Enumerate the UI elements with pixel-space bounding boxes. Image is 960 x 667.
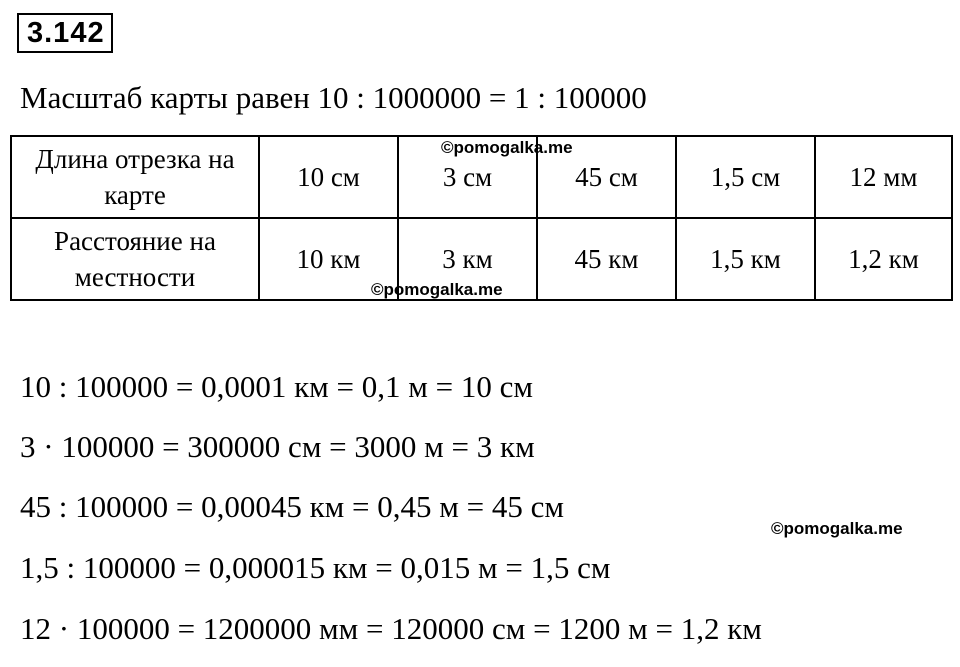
watermark: ©pomogalka.me [441, 138, 573, 157]
formula-line: 12 · 100000 = 1200000 мм = 120000 см = 1200 м = 1,2 км [20, 611, 762, 646]
row-label-ground-distance: Расстояние на местности [11, 218, 259, 300]
row-label-map-length: Длина отрезка на карте [11, 136, 259, 218]
table-cell: 45 см [537, 136, 676, 218]
formula-line: 45 : 100000 = 0,00045 км = 0,45 м = 45 см [20, 489, 564, 524]
watermark: ©pomogalka.me [771, 519, 903, 538]
formula-line: 10 : 100000 = 0,0001 км = 0,1 м = 10 см [20, 369, 533, 404]
table-cell: 1,5 см [676, 136, 815, 218]
problem-number: 3.142 [17, 13, 113, 53]
formula-line: 3 · 100000 = 300000 см = 3000 м = 3 км [20, 429, 535, 464]
table-cell: 1,2 км [815, 218, 952, 300]
table-cell: 3 км [398, 218, 537, 300]
table-cell: 3 см [398, 136, 537, 218]
scale-statement: Масштаб карты равен 10 : 1000000 = 1 : 100000 [20, 80, 647, 115]
table-cell: 12 мм [815, 136, 952, 218]
watermark: ©pomogalka.me [371, 280, 503, 299]
table-cell: 45 км [537, 218, 676, 300]
table-cell: 1,5 км [676, 218, 815, 300]
table-cell: 10 км [259, 218, 398, 300]
scale-table [10, 135, 953, 301]
formula-line: 1,5 : 100000 = 0,000015 км = 0,015 м = 1,5 см [20, 550, 611, 585]
table-cell: 10 см [259, 136, 398, 218]
